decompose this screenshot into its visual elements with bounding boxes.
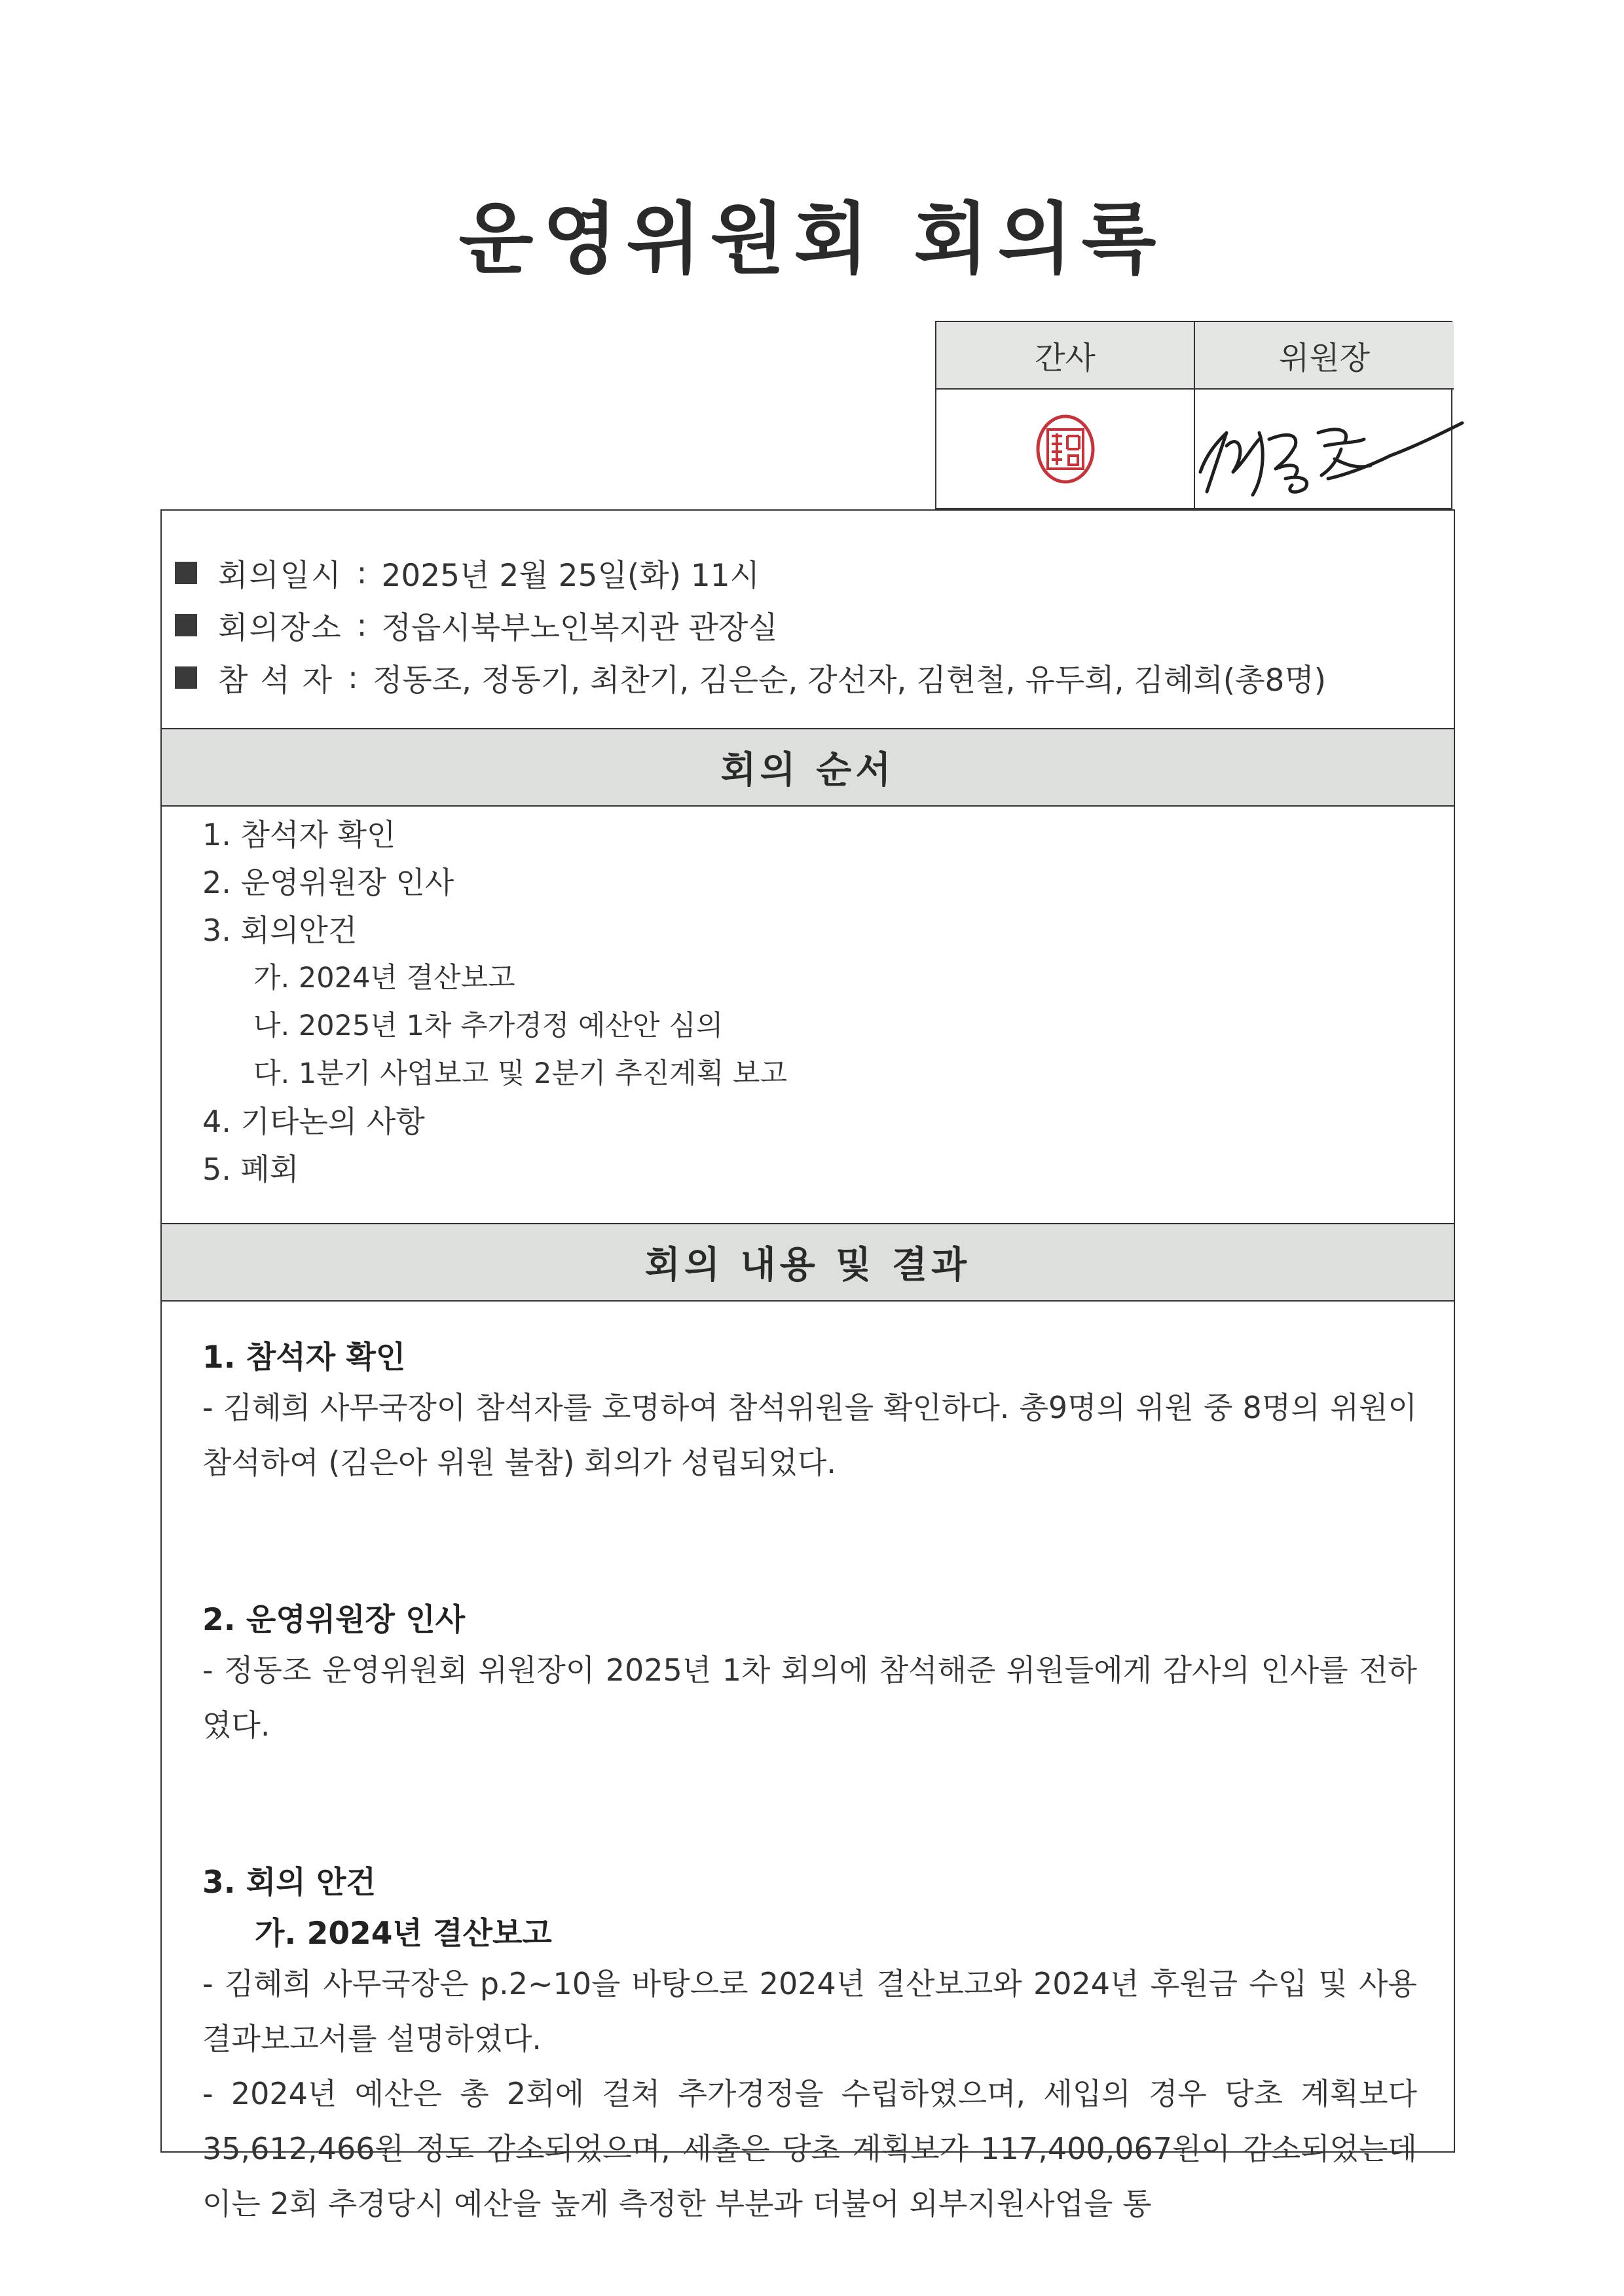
- order-item: 5. 폐회: [202, 1151, 299, 1187]
- red-seal-stamp: [1029, 410, 1101, 488]
- results-heading: 회의 내용 및 결과: [162, 1223, 1454, 1302]
- order-subitem: 가. 2024년 결산보고: [253, 962, 515, 994]
- info-row-place: [175, 599, 1326, 651]
- section-paragraph: - 정동조 운영위원회 위원장이 2025년 1차 회의에 참석해준 위원들에게 감사의 인사를 전하였다.: [202, 1652, 1417, 1743]
- approval-signature-cell: [1195, 390, 1454, 508]
- info-place-label: 회의장소: [218, 610, 342, 646]
- info-attendees-value: 정동조, 정동기, 최찬기, 김은순, 강선자, 김현철, 유두희, 김혜희(총8명): [372, 662, 1327, 699]
- section-title: 2. 운영위원장 인사: [202, 1601, 466, 1638]
- order-item: 3. 회의안건: [202, 912, 358, 948]
- minutes-body-box: [160, 509, 1455, 2221]
- info-separator: :: [356, 555, 367, 591]
- section-title: 3. 회의 안건: [202, 1864, 376, 1901]
- info-separator: :: [356, 607, 367, 644]
- subsection-title: 가. 2024년 결산보고: [255, 1915, 552, 1952]
- section-paragraph: - 김혜희 사무국장이 참석자를 호명하여 참석위원을 확인하다. 총9명의 위원 중 8명의 위원이 참석하여 (김은아 위원 불참) 회의가 성립되었다.: [202, 1390, 1417, 1480]
- approval-header-secretary: 간사: [936, 322, 1195, 390]
- info-date-value: 2025년 2월 25일(화) 11시: [381, 557, 760, 594]
- order-item: 4. 기타논의 사항: [202, 1103, 425, 1139]
- order-subitem: 나. 2025년 1차 추가경정 예산안 심의: [253, 1010, 724, 1042]
- order-heading: 회의 순서: [162, 728, 1454, 807]
- section-paragraph: - 2024년 예산은 총 2회에 걸쳐 추가경정을 수립하였으며, 세입의 경우 당초 계획보다 35,612,466원 정도 감소되었으며, 세출은 당초 계획보가 117,400,067원이 감소되었는데 이는 2회 추경당시 예산을 높게 측정한 부분과 더불어 외부지원사업을 통: [202, 2076, 1417, 2221]
- approval-seal-cell: [936, 390, 1195, 508]
- order-item: 1. 참석자 확인: [202, 816, 396, 852]
- document-title: 운영위원회 회의록: [458, 194, 1166, 284]
- section-paragraph: - 김혜희 사무국장은 p.2~10을 바탕으로 2024년 결산보고와 2024년 후원금 수입 및 사용결과보고서를 설명하였다.: [202, 1966, 1417, 2056]
- section-title: 1. 참석자 확인: [202, 1339, 406, 1376]
- chairman-signature: [1181, 393, 1469, 505]
- bullet-square-icon: [175, 562, 197, 584]
- info-row-attendees: [175, 651, 1326, 704]
- results-content: [202, 1329, 1417, 2231]
- info-separator: :: [348, 659, 358, 696]
- bullet-square-icon: [175, 614, 197, 636]
- bullet-square-icon: [175, 666, 197, 689]
- info-attendees-label: 참 석 자: [218, 662, 334, 699]
- info-date-label: 회의일시: [218, 557, 342, 594]
- info-row-date: [175, 547, 1326, 599]
- approval-box: [935, 321, 1452, 509]
- order-item: 2. 운영위원장 인사: [202, 864, 454, 900]
- meeting-info: [175, 547, 1326, 704]
- approval-header-chairman: 위원장: [1195, 322, 1454, 390]
- info-place-value: 정읍시북부노인복지관 관장실: [381, 610, 778, 646]
- order-list: [202, 809, 787, 1191]
- order-subitem: 다. 1분기 사업보고 및 2분기 추진계획 보고: [253, 1057, 788, 1090]
